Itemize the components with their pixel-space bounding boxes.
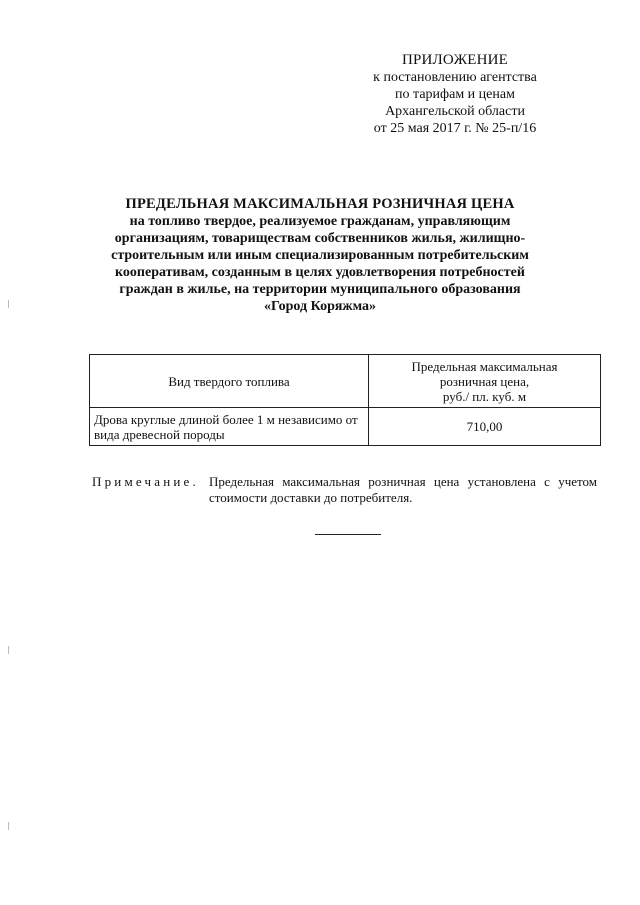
- scan-mark: [8, 646, 9, 654]
- title-line: строительным или иным специализированным потребительским: [111, 248, 529, 263]
- appendix-block: [340, 52, 570, 137]
- cell-fuel-type: [90, 408, 369, 446]
- table-row: [90, 408, 601, 446]
- header-price-line: розничная цена,: [439, 373, 530, 389]
- price-table: [89, 354, 601, 446]
- scan-mark: [8, 300, 9, 308]
- note-text: [209, 474, 597, 506]
- table-header-row: [90, 355, 601, 408]
- document-title: [100, 196, 540, 315]
- title-line: граждан в жилье, на территории муниципального образования: [119, 282, 521, 297]
- cell-price: 710,00: [369, 408, 601, 446]
- appendix-line: к постановлению агентства: [373, 70, 537, 85]
- title-line: кооперативам, созданным в целях удовлетворения потребностей: [115, 265, 525, 280]
- title-line: организациям, товариществам собственников жилья, жилищно-: [114, 231, 526, 246]
- note-text-line: стоимости доставки до потребителя.: [209, 490, 413, 505]
- title-main: ПРЕДЕЛЬНАЯ МАКСИМАЛЬНАЯ РОЗНИЧНАЯ ЦЕНА: [125, 196, 515, 212]
- note-text-line: Предельная максимальная розничная цена установлена с учетом: [209, 474, 597, 489]
- appendix-heading: ПРИЛОЖЕНИЕ: [401, 52, 509, 68]
- appendix-line: по тарифам и ценам: [395, 87, 515, 102]
- scan-mark: [8, 822, 9, 830]
- header-price-line: Предельная максимальная: [411, 358, 558, 374]
- appendix-line: Архангельской области: [385, 104, 525, 119]
- header-price: [369, 355, 601, 408]
- title-line: «Город Коряжма»: [263, 299, 377, 314]
- cell-fuel-type-line: Дрова круглые длиной более 1 м независимо от: [94, 411, 358, 427]
- cell-fuel-type-line: вида древесной породы: [94, 426, 225, 442]
- header-fuel-type: Вид твердого топлива: [90, 355, 369, 408]
- appendix-line: от 25 мая 2017 г. № 25-п/16: [373, 121, 537, 136]
- end-divider: [315, 534, 381, 535]
- note-label: Примечание.: [92, 474, 199, 489]
- title-line: на топливо твердое, реализуемое гражданам, управляющим: [129, 214, 511, 229]
- header-price-line: руб./ пл. куб. м: [442, 388, 527, 404]
